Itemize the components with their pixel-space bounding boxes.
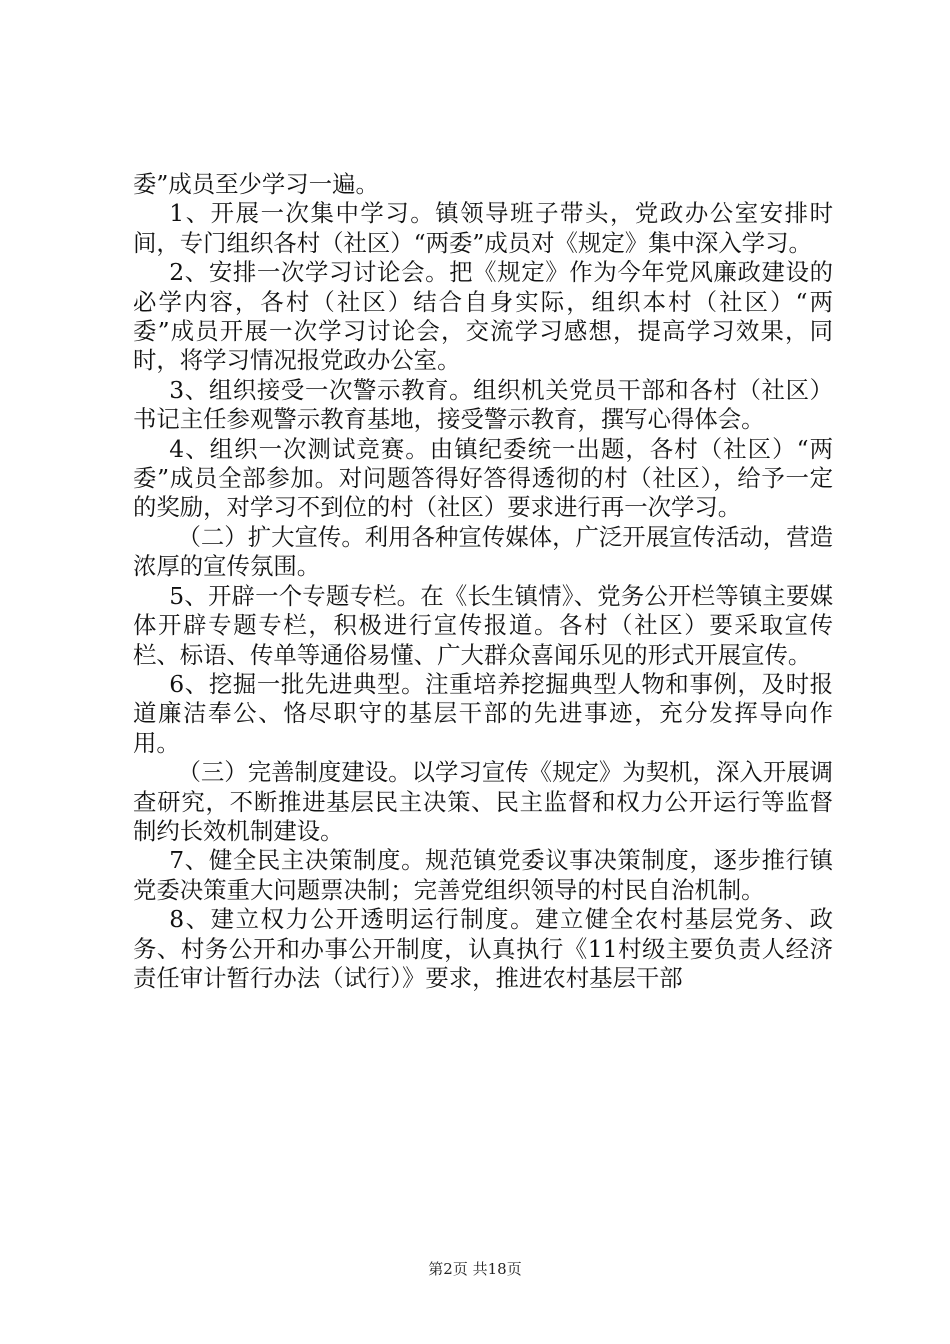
section-heading-2: （二）扩大宣传。利用各种宣传媒体，广泛开展宣传活动，营造浓厚的宣传氛围。 xyxy=(133,522,833,581)
paragraph-item-2: 2、安排一次学习讨论会。把《规定》作为今年党风廉政建设的必学内容，各村（社区）结合自身实际，组织本村（社区）“两委”成员开展一次学习讨论会，交流学习感想，提高学习效果，同时，将学习情况报党政办公室。 xyxy=(133,258,833,375)
paragraph-item-8: 8、建立权力公开透明运行制度。建立健全农村基层党务、政务、村务公开和办事公开制度，认真执行《11村级主要负责人经济责任审计暂行办法（试行）》要求，推进农村基层干部 xyxy=(133,905,833,992)
paragraph-item-5: 5、开辟一个专题专栏。在《长生镇情》、党务公开栏等镇主要媒体开辟专题专栏，积极进行宣传报道。各村（社区）要采取宣传栏、标语、传单等通俗易懂、广大群众喜闻乐见的形式开展宣传。 xyxy=(133,581,833,669)
page-footer xyxy=(0,1258,950,1279)
page-number: 第2页 共18页 xyxy=(428,1260,522,1278)
section-heading-3: （三）完善制度建设。以学习宣传《规定》为契机，深入开展调查研究，不断推进基层民主决策、民主监督和权力公开运行等监督制约长效机制建设。 xyxy=(133,758,833,845)
document-body xyxy=(133,170,833,993)
paragraph-item-1: 1、开展一次集中学习。镇领导班子带头，党政办公室安排时间，专门组织各村（社区）“两委”成员对《规定》集中深入学习。 xyxy=(133,199,833,257)
paragraph-item-7: 7、健全民主决策制度。规范镇党委议事决策制度，逐步推行镇党委决策重大问题票决制；完善党组织领导的村民自治机制。 xyxy=(133,846,833,904)
paragraph-item-3: 3、组织接受一次警示教育。组织机关党员干部和各村（社区）书记主任参观警示教育基地，接受警示教育，撰写心得体会。 xyxy=(133,375,833,434)
paragraph-continuation: 委”成员至少学习一遍。 xyxy=(133,170,379,198)
paragraph-item-4: 4、组织一次测试竞赛。由镇纪委统一出题，各村（社区）“两委”成员全部参加。对问题答得好答得透彻的村（社区），给予一定的奖励，对学习不到位的村（社区）要求进行再一次学习。 xyxy=(133,434,833,522)
paragraph-item-6: 6、挖掘一批先进典型。注重培养挖掘典型人物和事例，及时报道廉洁奉公、恪尽职守的基层干部的先进事迹，充分发挥导向作用。 xyxy=(133,669,833,757)
